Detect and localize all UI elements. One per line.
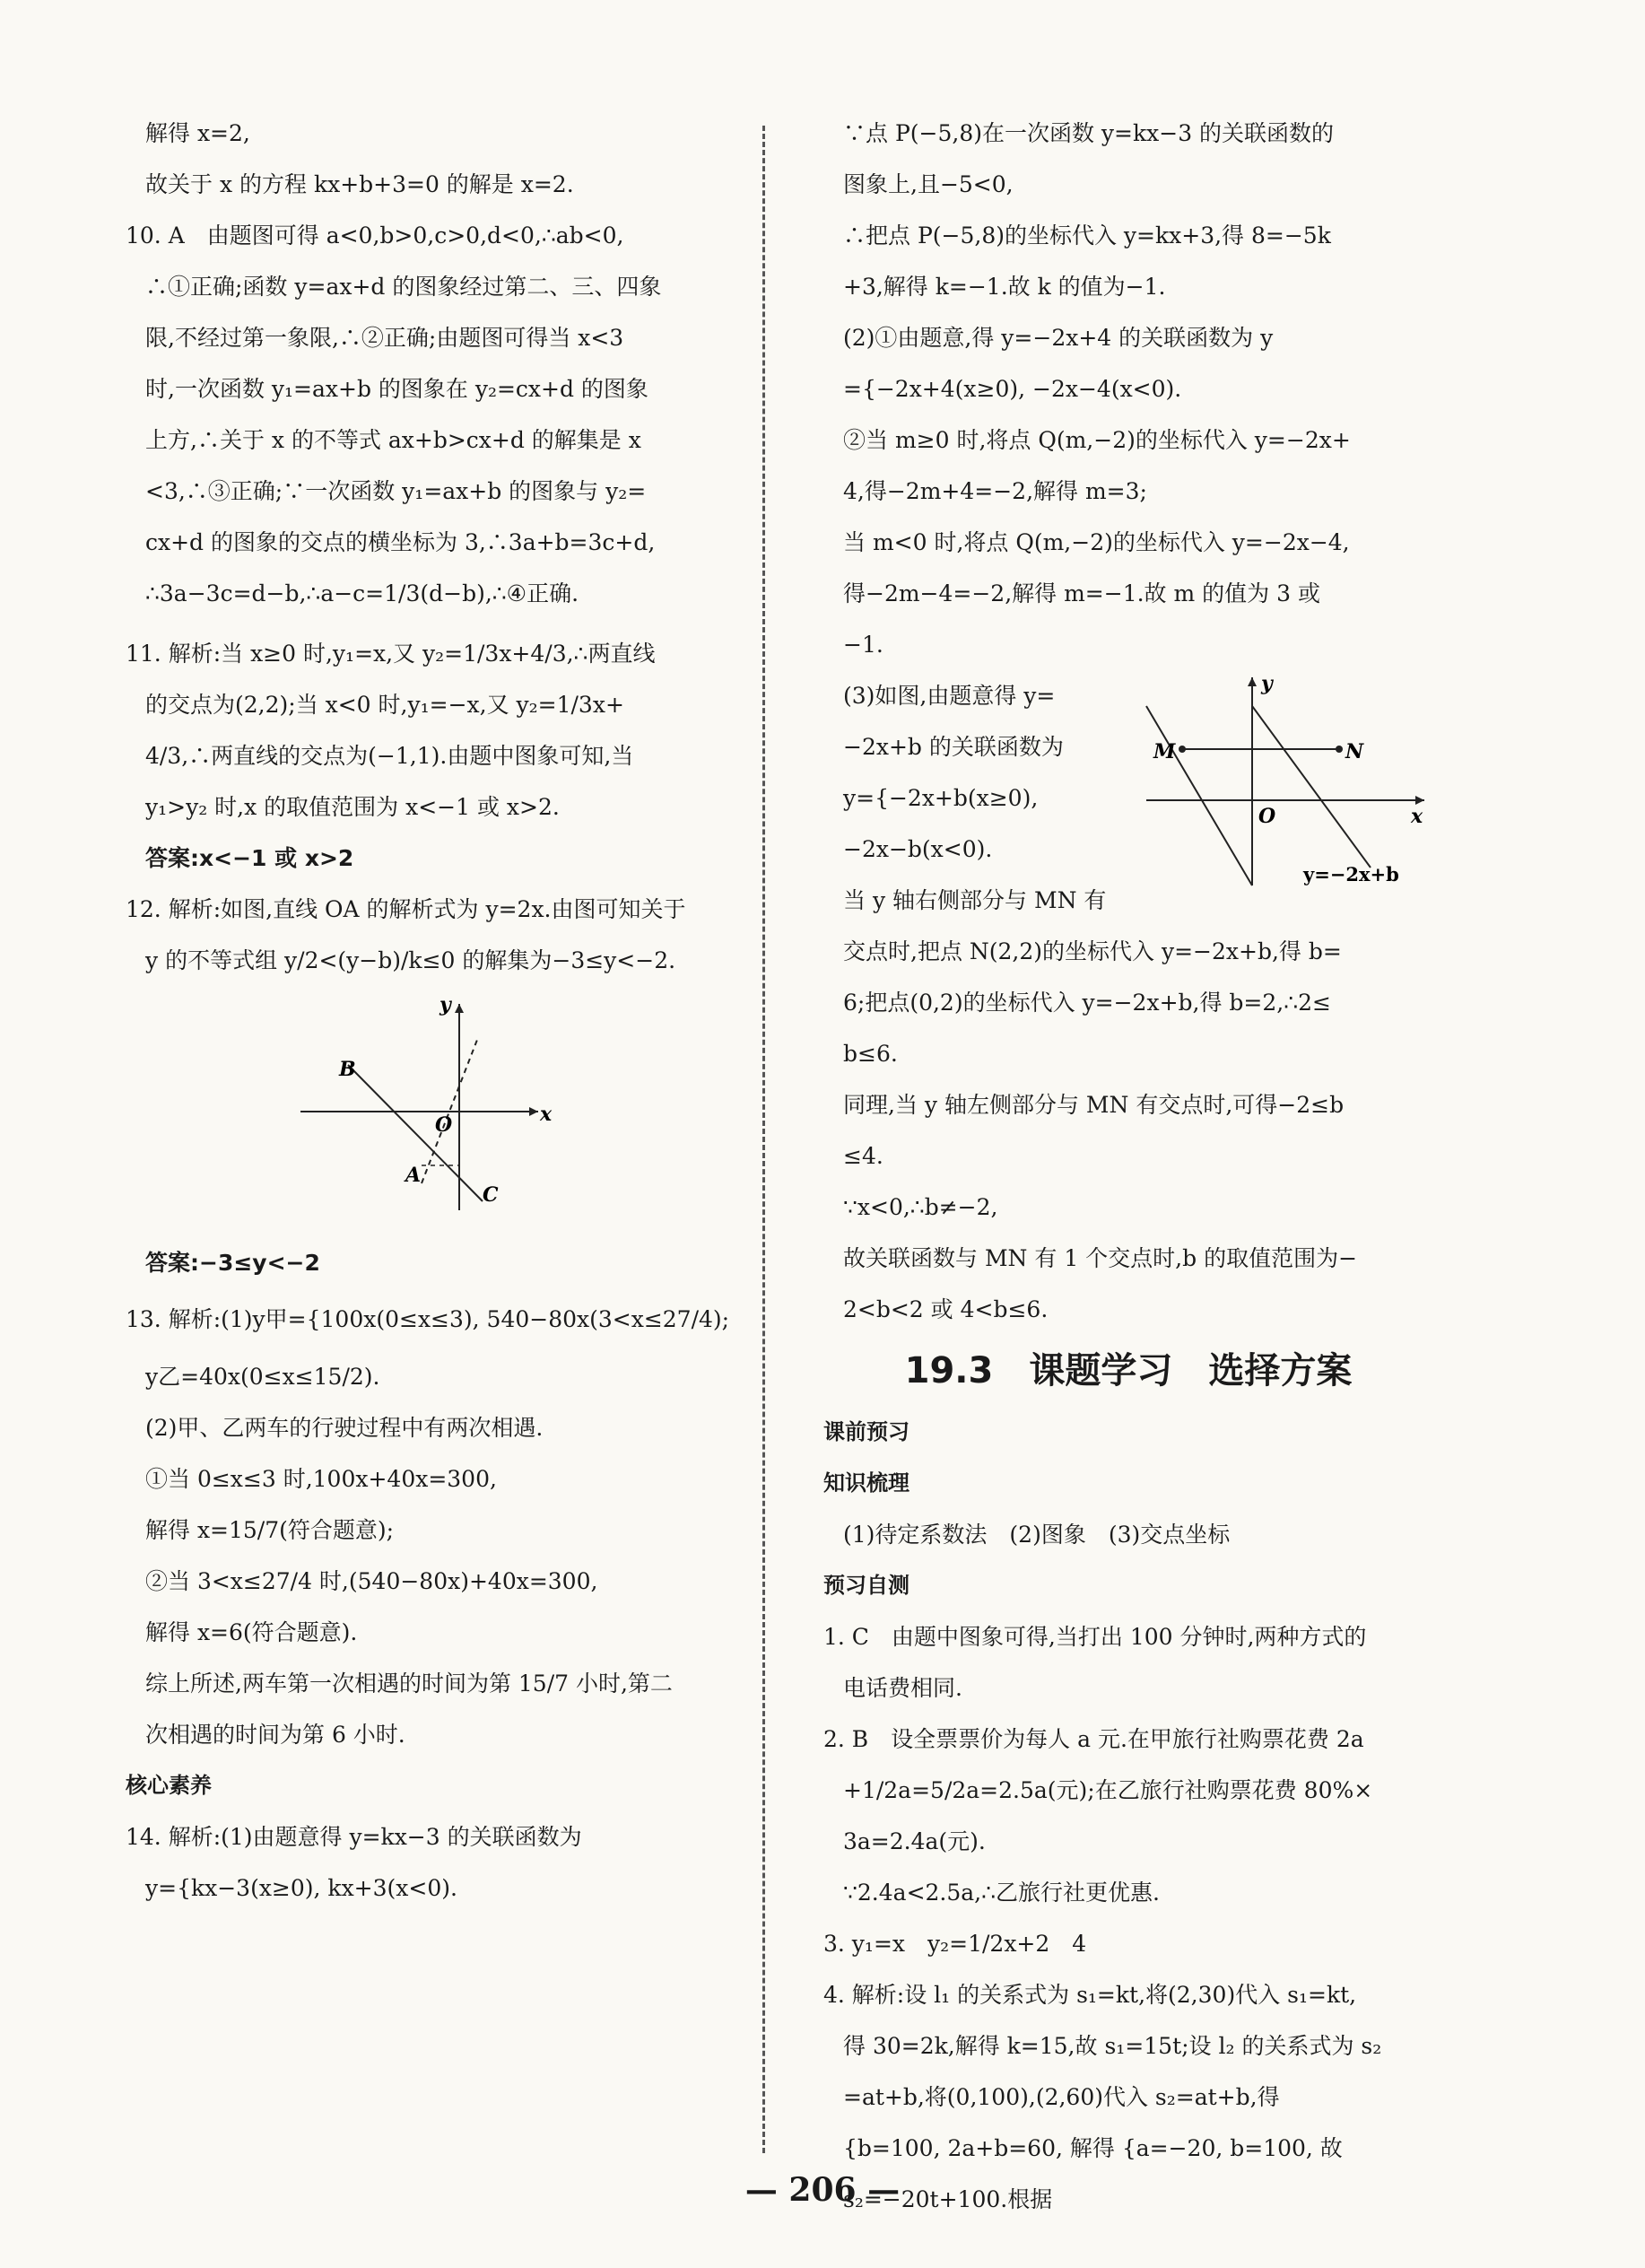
- figure-14-graph: [1137, 670, 1433, 903]
- text-line: 综上所述,两车第一次相遇的时间为第 15/7 小时,第二: [145, 1670, 673, 1697]
- label-M: M: [1153, 740, 1176, 763]
- text-line: 当 m<0 时,将点 Q(m,−2)的坐标代入 y=−2x−4,: [843, 529, 1350, 555]
- text-line: ①当 0≤x≤3 时,100x+40x=300,: [145, 1466, 497, 1492]
- text-line: y乙=40x(0≤x≤15/2).: [145, 1364, 380, 1390]
- section-title: 19.3 课题学习 选择方案: [904, 1350, 1353, 1391]
- point-M: [1179, 746, 1186, 753]
- text-line: (3)如图,由题意得 y=: [843, 683, 1056, 709]
- left-branch: [1146, 706, 1252, 885]
- text-line: 故关联函数与 MN 有 1 个交点时,b 的取值范围为−: [843, 1245, 1358, 1271]
- text-line: 图象上,且−5<0,: [843, 171, 1014, 197]
- right-column: [823, 108, 1433, 2225]
- text-line: 解得 x=2,: [145, 120, 250, 146]
- label-y: y: [440, 993, 451, 1016]
- text-line: 上方,∴关于 x 的不等式 ax+b>cx+d 的解集是 x: [145, 427, 641, 453]
- text-line: 交点时,把点 N(2,2)的坐标代入 y=−2x+b,得 b=: [843, 938, 1342, 964]
- page-number: — 206 —: [744, 2171, 901, 2209]
- label-A: A: [405, 1164, 422, 1187]
- text-line: 3a=2.4a(元).: [843, 1828, 986, 1854]
- q14-figure-block: [823, 670, 1433, 926]
- section-heading: 核心素养: [126, 1773, 212, 1798]
- text-line: 故关于 x 的方程 kx+b+3=0 的解是 x=2.: [145, 171, 574, 197]
- section-heading: 知识梳理: [823, 1470, 910, 1496]
- text-line: cx+d 的图象的交点的横坐标为 3,∴3a+b=3c+d,: [145, 529, 656, 555]
- text-line: y 的不等式组 y/2<(y−b)/k≤0 的解集为−3≤y<−2.: [145, 947, 676, 973]
- text-line: 得 30=2k,解得 k=15,故 s₁=15t;设 l₂ 的关系式为 s₂: [843, 2033, 1382, 2059]
- text-line: ∴①正确;函数 y=ax+d 的图象经过第二、三、四象: [145, 274, 662, 300]
- text-line: ∵x<0,∴b≠−2,: [843, 1194, 998, 1220]
- text-line: b≤6.: [843, 1041, 898, 1067]
- label-y: y: [1261, 672, 1273, 695]
- text-line: 2. B 设全票票价为每人 a 元.在甲旅行社购票花费 2a: [823, 1726, 1364, 1752]
- text-line: ∵点 P(−5,8)在一次函数 y=kx−3 的关联函数的: [843, 120, 1335, 146]
- text-line: ②当 m≥0 时,将点 Q(m,−2)的坐标代入 y=−2x+: [843, 427, 1351, 453]
- text-line: 2<b<2 或 4<b≤6.: [843, 1296, 1049, 1322]
- text-line: 6;把点(0,2)的坐标代入 y=−2x+b,得 b=2,∴2≤: [843, 990, 1331, 1016]
- section-heading: 课前预习: [823, 1419, 910, 1444]
- text-line: (2)甲、乙两车的行驶过程中有两次相遇.: [145, 1415, 544, 1441]
- answer-line: 答案:x<−1 或 x>2: [145, 845, 354, 871]
- answer-line: 答案:−3≤y<−2: [145, 1250, 320, 1276]
- text-line: 的交点为(2,2);当 x<0 时,y₁=−x,又 y₂=1/3x+: [145, 692, 624, 718]
- text-line: (1)待定系数法 (2)图象 (3)交点坐标: [843, 1522, 1231, 1548]
- text-line: ∵2.4a<2.5a,∴乙旅行社更优惠.: [843, 1880, 1160, 1906]
- text-line: 电话费相同.: [843, 1675, 962, 1701]
- text-line: 解得 x=6(符合题意).: [145, 1619, 358, 1645]
- text-line: 11. 解析:当 x≥0 时,y₁=x,又 y₂=1/3x+4/3,∴两直线: [126, 641, 656, 667]
- text-line: 12. 解析:如图,直线 OA 的解析式为 y=2x.由图可知关于: [126, 896, 686, 922]
- left-column: [126, 108, 744, 1914]
- text-line: 4/3,∴两直线的交点为(−1,1).由题中图象可知,当: [145, 743, 634, 769]
- section-heading: 预习自测: [823, 1573, 910, 1598]
- text-line: 13. 解析:(1)y甲={100x(0≤x≤3), 540−80x(3<x≤27/4);: [126, 1306, 730, 1332]
- text-line: <3,∴③正确;∵一次函数 y₁=ax+b 的图象与 y₂=: [145, 478, 647, 504]
- point-N: [1336, 746, 1343, 753]
- text-line: 3. y₁=x y₂=1/2x+2 4: [823, 1931, 1087, 1957]
- text-line: 次相遇的时间为第 6 小时.: [145, 1722, 405, 1748]
- text-line: ={−2x+4(x≥0), −2x−4(x<0).: [843, 376, 1182, 402]
- text-line: +3,解得 k=−1.故 k 的值为−1.: [843, 274, 1166, 300]
- right-branch: [1252, 706, 1371, 868]
- label-B: B: [339, 1058, 356, 1081]
- text-line: +1/2a=5/2a=2.5a(元);在乙旅行社购票花费 80%×: [843, 1777, 1373, 1803]
- text-line: 4,得−2m+4=−2,解得 m=3;: [843, 478, 1147, 504]
- column-divider: [762, 126, 765, 2153]
- label-N: N: [1345, 740, 1364, 763]
- label-C: C: [483, 1183, 499, 1207]
- label-x: x: [540, 1103, 553, 1126]
- text-line: y={−2x+b(x≥0), −2x−b(x<0).: [843, 785, 1039, 862]
- text-line: 14. 解析:(1)由题意得 y=kx−3 的关联函数为: [126, 1824, 582, 1850]
- text-line: ∴把点 P(−5,8)的坐标代入 y=kx+3,得 8=−5k: [843, 222, 1331, 249]
- text-line: {b=100, 2a+b=60, 解得 {a=−20, b=100, 故 s₂=−20t+100.根据: [843, 2135, 1343, 2212]
- text-line: 1. C 由题中图象可得,当打出 100 分钟时,两种方式的: [823, 1624, 1367, 1650]
- text-line: =at+b,将(0,100),(2,60)代入 s₂=at+b,得: [843, 2084, 1280, 2110]
- label-equation: y=−2x+b: [1303, 863, 1399, 885]
- label-x: x: [1411, 805, 1423, 828]
- text-line: 时,一次函数 y₁=ax+b 的图象在 y₂=cx+d 的图象: [145, 376, 648, 402]
- text-line: 得−2m−4=−2,解得 m=−1.故 m 的值为 3 或: [843, 580, 1320, 606]
- text-line: 当 y 轴右侧部分与 MN 有: [843, 887, 1107, 913]
- text-line: −1.: [843, 632, 883, 658]
- text-line: ∴3a−3c=d−b,∴a−c=1/3(d−b),∴④正确.: [145, 580, 579, 606]
- text-line: y={kx−3(x≥0), kx+3(x<0).: [145, 1875, 457, 1901]
- text-line: 同理,当 y 轴左侧部分与 MN 有交点时,可得−2≤b: [843, 1092, 1345, 1118]
- text-line: y₁>y₂ 时,x 的取值范围为 x<−1 或 x>2.: [145, 794, 560, 820]
- text-line: 限,不经过第一象限,∴②正确;由题图可得当 x<3: [145, 325, 624, 351]
- text-line: 解得 x=15/7(符合题意);: [145, 1517, 395, 1543]
- text-line: ②当 3<x≤27/4 时,(540−80x)+40x=300,: [145, 1568, 598, 1594]
- text-line: ≤4.: [843, 1143, 883, 1169]
- label-O: O: [1258, 805, 1276, 828]
- label-O: O: [435, 1113, 453, 1137]
- text-line: −2x+b 的关联函数为: [843, 734, 1064, 760]
- text-line: (2)①由题意,得 y=−2x+4 的关联函数为 y: [843, 325, 1274, 351]
- figure-12-graph: [126, 986, 744, 1219]
- text-line: 10. A 由题图可得 a<0,b>0,c>0,d<0,∴ab<0,: [126, 222, 624, 249]
- text-line: 4. 解析:设 l₁ 的关系式为 s₁=kt,将(2,30)代入 s₁=kt,: [823, 1982, 1357, 2008]
